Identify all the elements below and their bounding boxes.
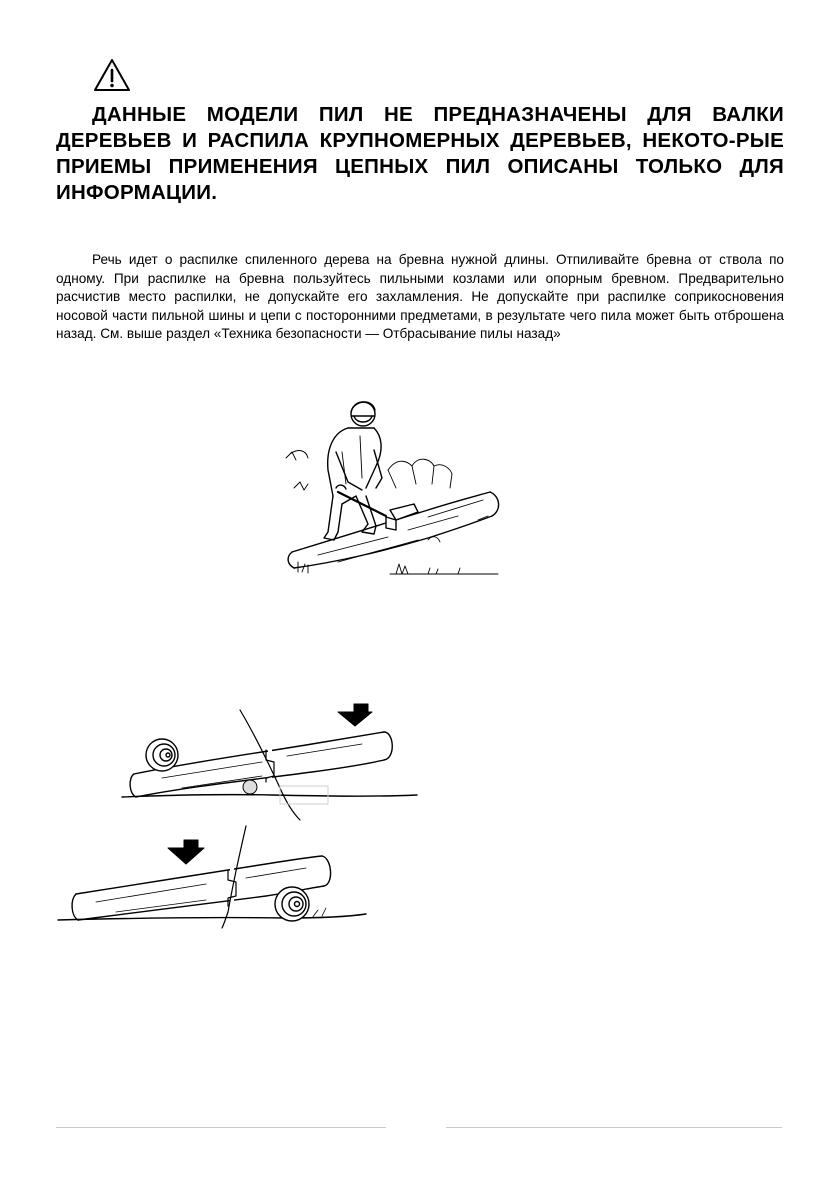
footer-rule-right	[446, 1127, 782, 1128]
log-cut-support-under-middle-diagram	[112, 700, 422, 825]
body-paragraph: Речь идет о распилке спиленного дерева на бревна нужной длины. Отпиливайте бревна от ствола по одному. При распилке на бревна пользуйтесь пильными козлами или опорным бревном. Предварительно расчистив место распилки, не допускайте его захламления. Не допускайте при распилке соприкосновения носовой части пильной шины и цепи с посторонними предметами, в результате чего пила может быть отброшена назад. См. выше раздел «Техника безопасности — Отбрасывание пилы назад»	[56, 252, 784, 341]
log-cut-support-at-end-diagram	[56, 822, 368, 930]
footer-rule-left	[56, 1127, 386, 1128]
operator-sawing-log-illustration	[278, 392, 504, 578]
warning-triangle-icon	[92, 57, 132, 93]
warning-heading: ДАННЫЕ МОДЕЛИ ПИЛ НЕ ПРЕДНАЗНАЧЕНЫ ДЛЯ ВАЛКИ ДЕРЕВЬЕВ И РАСПИЛА КРУПНОМЕРНЫХ ДЕРЕВЬЕВ, НЕКОТО-РЫЕ ПРИЕМЫ ПРИМЕНЕНИЯ ЦЕПНЫХ ПИЛ ОПИСАНЫ ТОЛЬКО ДЛЯ ИНФОРМАЦИИ.	[56, 103, 784, 204]
